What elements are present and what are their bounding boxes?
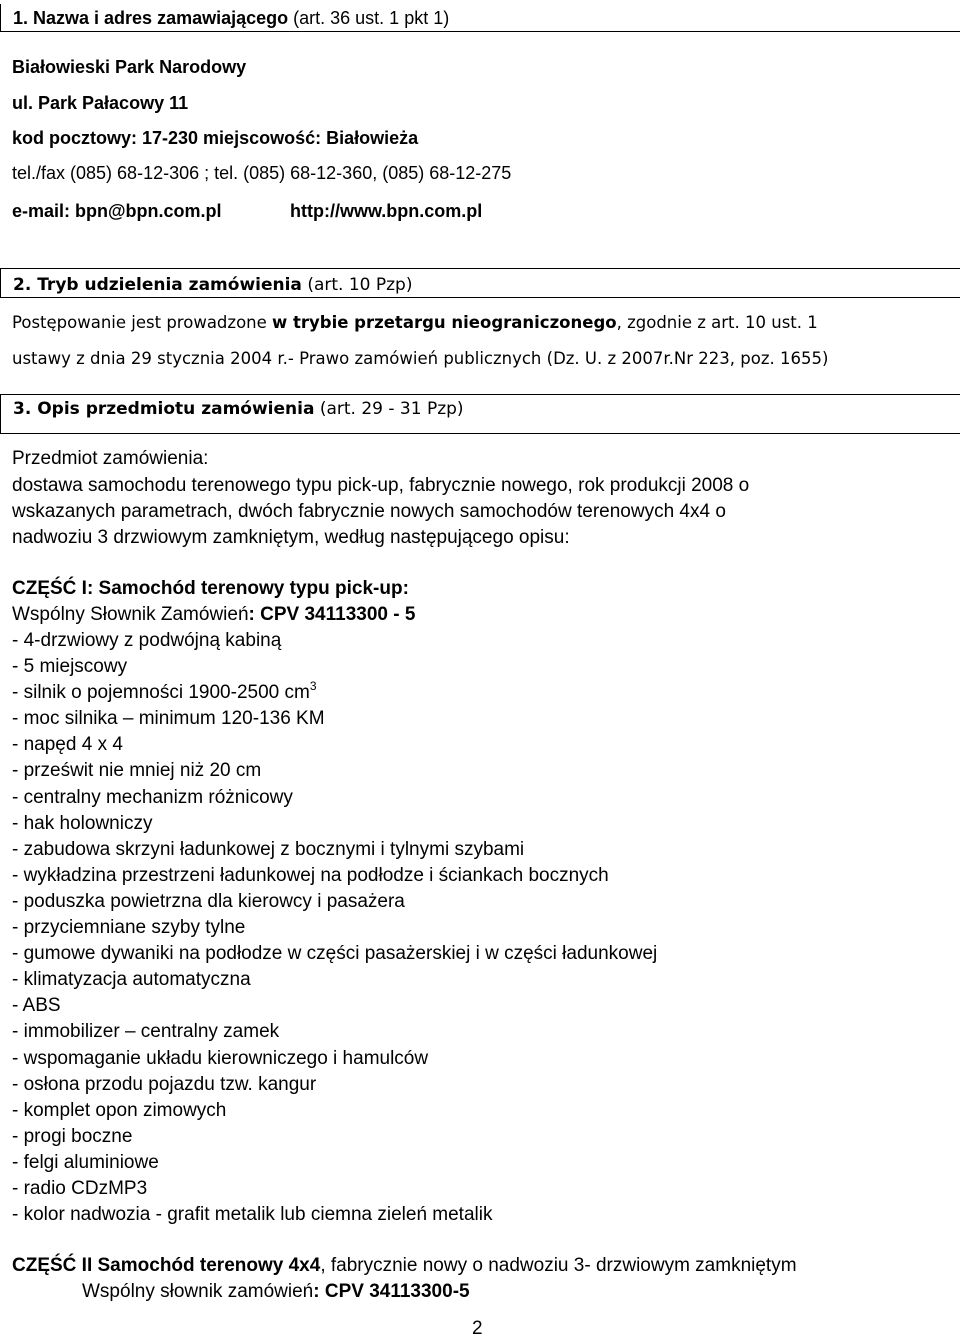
spec-items-after (12, 706, 657, 1228)
part-2-cpv-code: : CPV 34113300-5 (313, 1281, 470, 1302)
spec-item: - prześwit nie mniej niż 20 cm (12, 760, 262, 782)
spec-item: - zabudowa skrzyni ładunkowej z bocznymi i tylnymi szybami (12, 838, 525, 860)
spec-item: - napęd 4 x 4 (12, 734, 123, 756)
procedure-line-2: ustawy z dnia 29 stycznia 2004 r.- Prawo zamówień publicznych (Dz. U. z 2007r.Nr 223, poz. 1655) (12, 349, 829, 368)
spec-item: - wykładzina przestrzeni ładunkowej na podłodze i ściankach bocznych (12, 864, 609, 886)
part-2-title-rest: , fabrycznie nowy o nadwoziu 3- drzwiowym zamkniętym (320, 1255, 797, 1276)
spec-item: - poduszka powietrzna dla kierowcy i pasażera (12, 890, 405, 912)
part-1-spec-list (12, 628, 657, 1228)
section-3-title: 3. Opis przedmiotu zamówienia (13, 399, 315, 419)
part-2-cpv-label: Wspólny słownik zamówień (82, 1281, 314, 1302)
spec-item: - 5 miejscowy (12, 656, 128, 678)
part-1-cpv-label: Wspólny Słownik Zamówień (12, 604, 249, 625)
org-name: Białowieski Park Narodowy (12, 57, 247, 77)
section-1-heading (0, 4, 960, 32)
spec-item: - osłona przodu pojazdu tzw. kangur (12, 1073, 317, 1095)
spec-item: - komplet opon zimowych (12, 1099, 227, 1121)
page-number: 2 (472, 1318, 483, 1339)
org-postal: kod pocztowy: 17-230 miejscowość: Białowieża (12, 128, 419, 148)
procedure-text: Postępowanie jest prowadzone (12, 313, 273, 332)
part-2-title (12, 1253, 797, 1279)
section-1-title: 1. Nazwa i adres zamawiającego (13, 8, 289, 28)
section-2-title: 2. Tryb udzielenia zamówienia (13, 275, 302, 295)
procedure-mode: w trybie przetargu nieograniczonego (272, 313, 617, 332)
section-3-heading (0, 394, 960, 434)
spec-item: - felgi aluminiowe (12, 1151, 159, 1173)
spec-item: - przyciemniane szyby tylne (12, 917, 246, 939)
org-street: ul. Park Pałacowy 11 (12, 93, 189, 113)
part-1-cpv (12, 602, 415, 628)
spec-item: - 4-drzwiowy z podwójną kabiną (12, 630, 282, 651)
spec-item: - kolor nadwozia - grafit metalik lub ciemna zieleń metalik (12, 1204, 493, 1226)
section-3-reference: (art. 29 - 31 Pzp) (314, 399, 464, 419)
org-website: http://www.bpn.com.pl (290, 201, 483, 221)
spec-item: - moc silnika – minimum 120-136 KM (12, 708, 325, 730)
org-email: e-mail: bpn@bpn.com.pl (12, 201, 222, 221)
procedure-line-1 (12, 313, 818, 333)
spec-item-engine: - silnik o pojemności 1900-2500 $cm^3$ (12, 679, 317, 704)
spec-item: - gumowe dywaniki na podłodze w części pasażerskiej i w części ładunkowej (12, 943, 658, 965)
section-2-heading (0, 268, 960, 298)
part-1-title: CZĘŚĆ I: Samochód terenowy typu pick-up: (12, 578, 409, 599)
subject-label: Przedmiot zamówienia: (12, 448, 209, 469)
org-phones: tel./fax (085) 68-12-306 ; tel. (085) 68-12-360, (085) 68-12-275 (12, 163, 512, 183)
section-2-reference: (art. 10 Pzp) (301, 275, 413, 295)
spec-item: - wspomaganie układu kierowniczego i hamulców (12, 1047, 429, 1069)
part-2-cpv (82, 1279, 470, 1305)
spec-item: - centralny mechanizm różnicowy (12, 786, 293, 808)
spec-item: - progi boczne (12, 1125, 133, 1147)
spec-item: - klimatyzacja automatyczna (12, 969, 251, 991)
spec-item: - ABS (12, 995, 61, 1017)
subject-line-3: nadwoziu 3 drzwiowym zamkniętym, według następującego opisu: (12, 527, 570, 548)
procedure-article: , zgodnie z art. 10 ust. 1 (616, 313, 818, 332)
part-2-title-bold: CZĘŚĆ II Samochód terenowy 4x4 (12, 1255, 321, 1276)
subject-line-1: dostawa samochodu terenowego typu pick-up, fabrycznie nowego, rok produkcji 2008 o (12, 475, 750, 496)
spec-item: - hak holowniczy (12, 812, 153, 834)
spec-items-before (12, 628, 657, 680)
spec-item: - radio CDzMP3 (12, 1177, 148, 1199)
part-1-cpv-code: : CPV 34113300 - 5 (248, 604, 416, 625)
subject-line-2: wskazanych parametrach, dwóch fabrycznie nowych samochodów terenowych 4x4 o (12, 501, 726, 522)
section-1-reference: (art. 36 ust. 1 pkt 1) (288, 8, 450, 28)
spec-item: - immobilizer – centralny zamek (12, 1021, 280, 1043)
